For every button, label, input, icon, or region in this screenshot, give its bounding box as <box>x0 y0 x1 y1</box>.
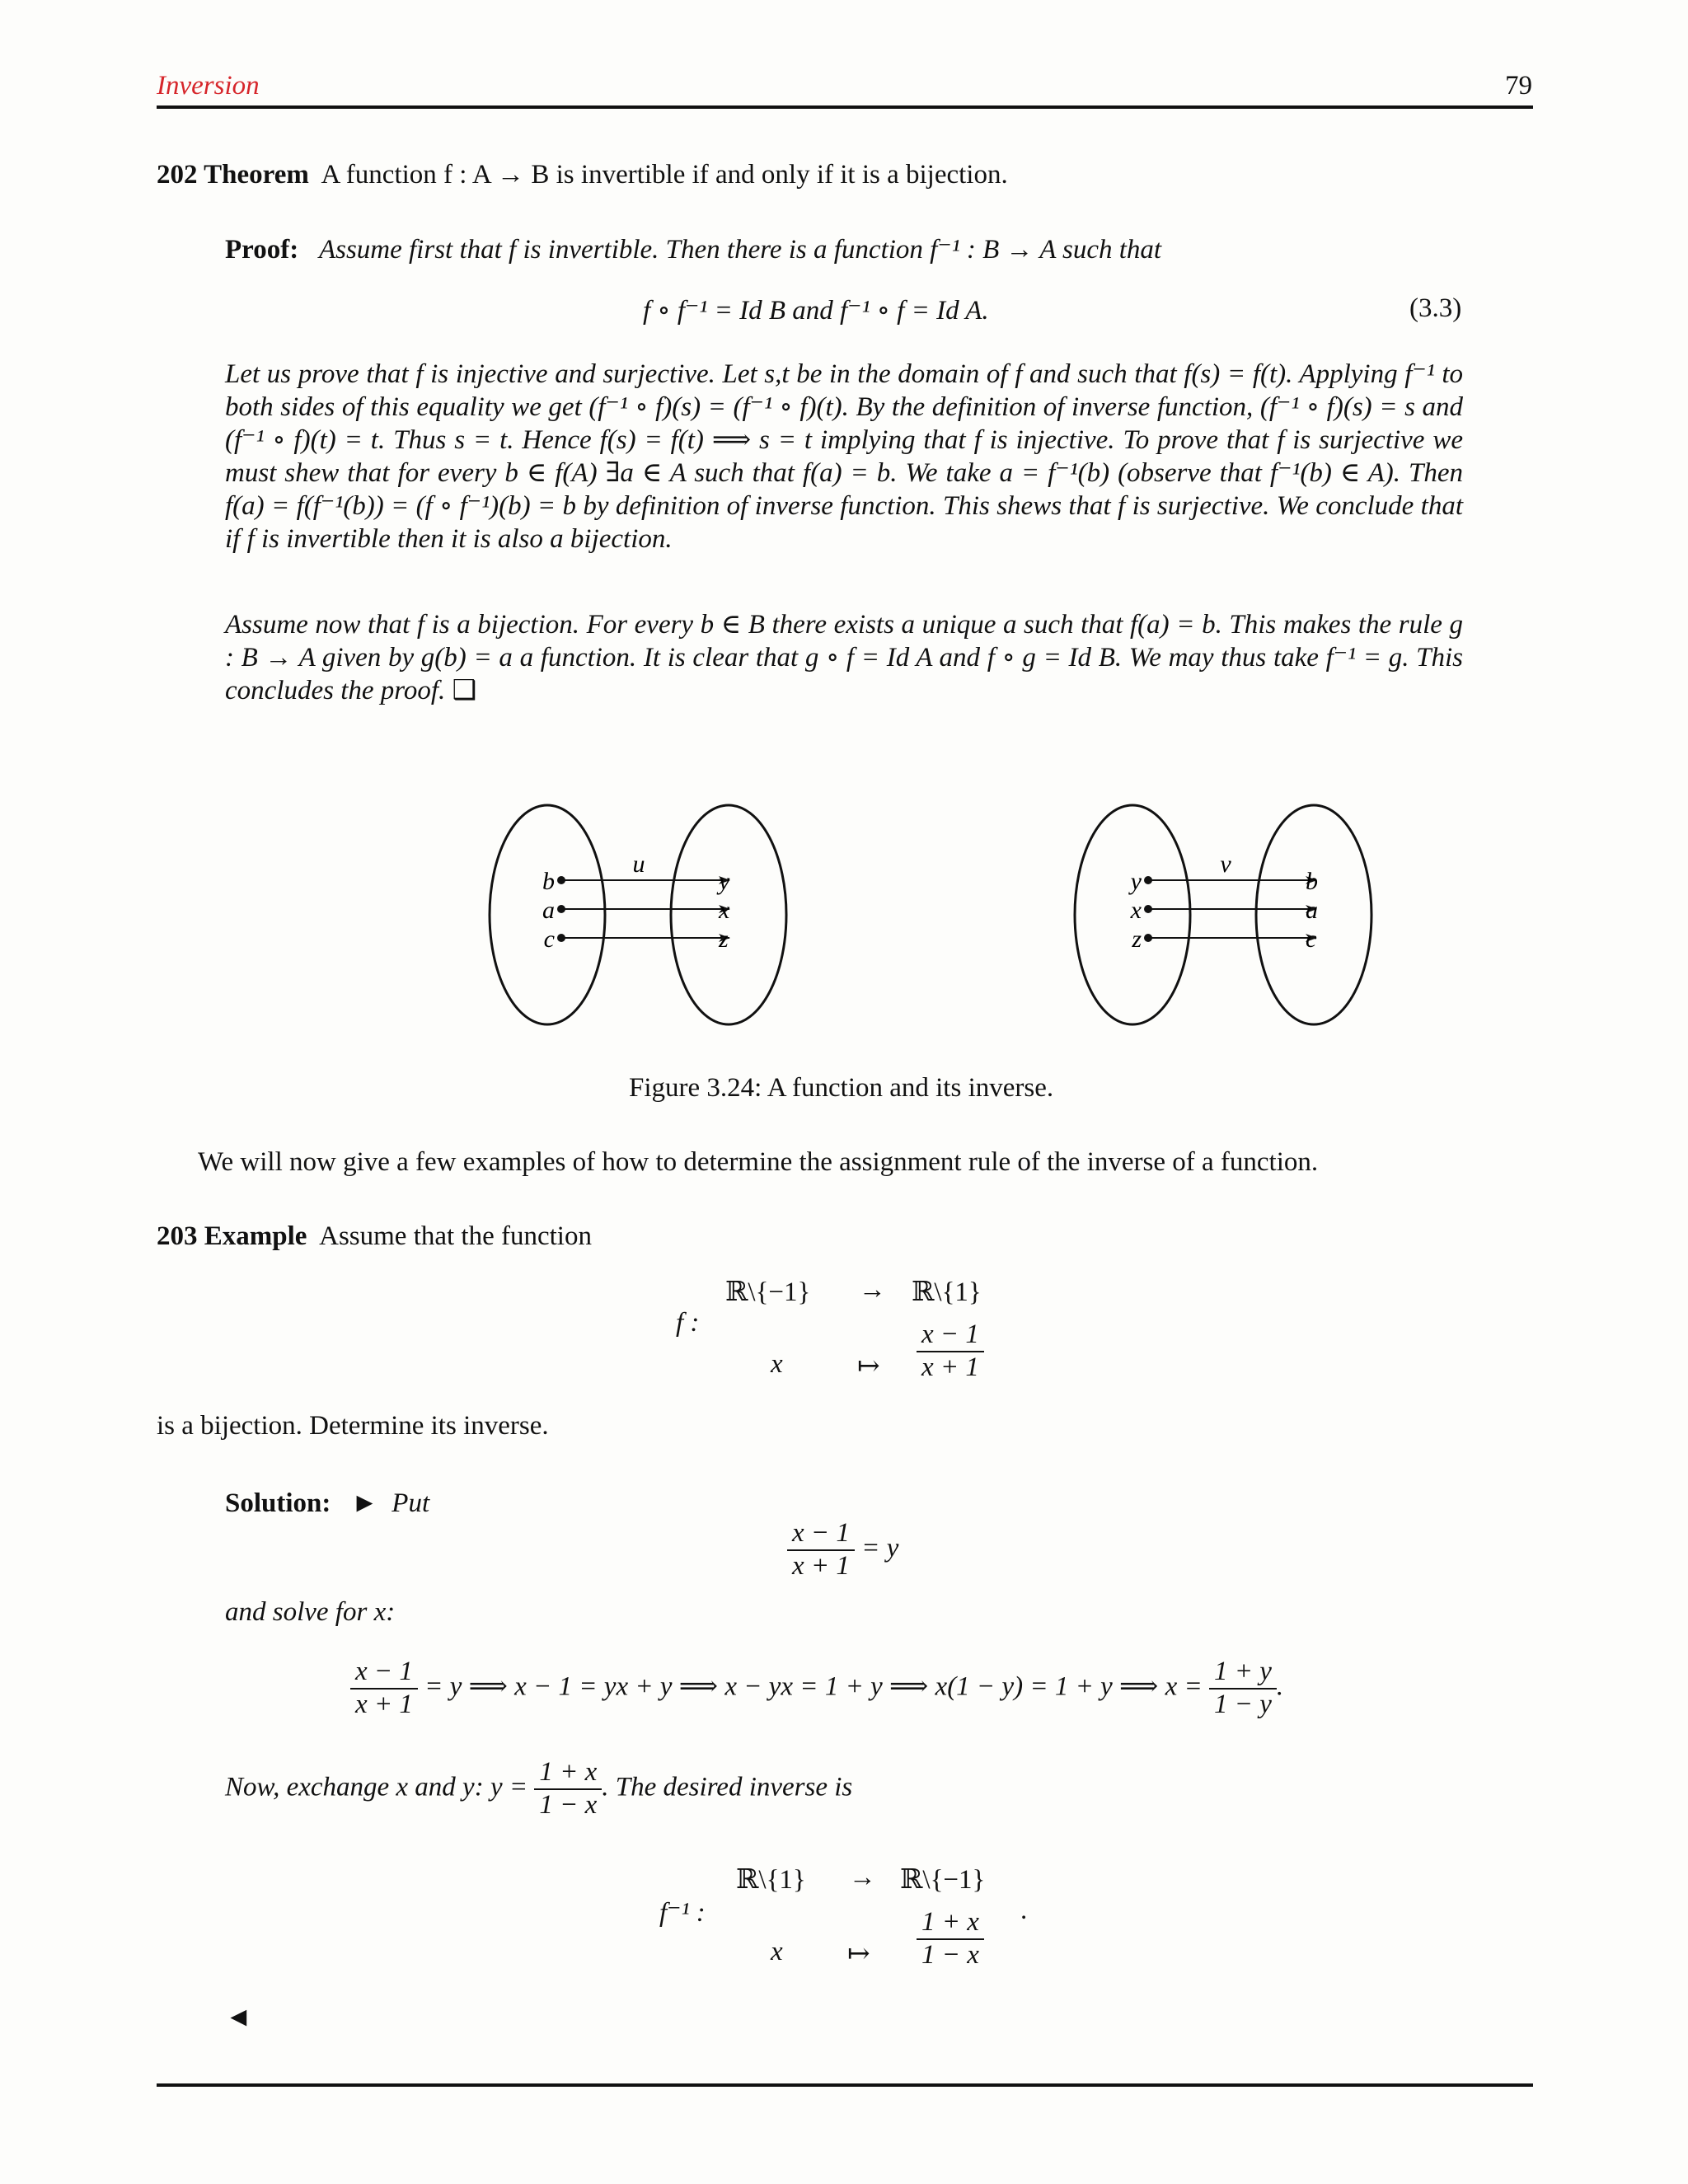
theorem-statement: A function f : A → B is invertible if and only if it is a bijection. <box>321 160 1008 190</box>
chain-steps: = y ⟹ x − 1 = yx + y ⟹ x − yx = 1 + y ⟹ x(1 − y) = 1 + y ⟹ x = <box>424 1671 1203 1702</box>
domain-element: y <box>1130 868 1142 895</box>
eq1-denominator: x + 1 <box>792 1550 850 1581</box>
chain-rhs-numerator: 1 + y <box>1209 1657 1277 1690</box>
inverse-domain-set: ℝ\{1} <box>736 1865 806 1895</box>
solution-equation-1 <box>787 1518 898 1582</box>
inverse-rule-fraction <box>917 1907 984 1971</box>
domain-element: c <box>543 926 555 953</box>
function-name: f : <box>676 1308 700 1338</box>
exchange-prefix: Now, exchange x and y: y = <box>225 1772 528 1802</box>
proof-intro: Assume first that f is invertible. Then there is a function f⁻¹ : B → A such that <box>318 235 1162 265</box>
element-dot <box>557 934 565 942</box>
proof-intro-line <box>225 232 1161 265</box>
solution-marker-icon: ► <box>351 1488 378 1518</box>
example-text: Assume that the function <box>319 1221 592 1251</box>
solution-chain <box>350 1657 1283 1721</box>
equation-number: (3.3) <box>1409 293 1462 323</box>
exchange-numerator: 1 + x <box>534 1757 602 1790</box>
inverse-arrow: → <box>849 1863 876 1892</box>
footer-rule <box>157 2083 1533 2087</box>
solution-line <box>225 1488 429 1519</box>
header-rule <box>157 105 1533 109</box>
example-203 <box>157 1221 592 1252</box>
codomain-element: z <box>719 926 729 953</box>
example-after: is a bijection. Determine its inverse. <box>157 1411 549 1441</box>
domain-element: z <box>1132 926 1142 953</box>
codomain-element: c <box>1306 926 1317 953</box>
function-definition-f <box>0 1273 1688 1397</box>
running-head-chapter: Inversion <box>157 71 260 101</box>
inverse-rule-denominator: 1 − x <box>921 1939 979 1970</box>
solve-for-x: and solve for x: <box>225 1597 396 1627</box>
proof-paragraph-2-text: Assume now that f is a bijection. For every b ∈ B there exists a unique a such that f(a) = b. This makes the rule g : B → A given by g(b) = a a function. It is clear that g ∘ f = Id A and f ∘ g = Id B. We may thus take f⁻¹ = g. This concludes the proof. <box>225 610 1463 705</box>
inverse-variable: x <box>771 1937 783 1966</box>
qed-icon: ❑ <box>452 676 477 705</box>
inverse-mapsto-arrow: ↦ <box>847 1939 870 1969</box>
proof-label: Proof: <box>225 235 299 265</box>
exchange-suffix: . The desired inverse is <box>602 1772 853 1802</box>
rule-denominator: x + 1 <box>921 1352 979 1382</box>
codomain-element: y <box>719 868 730 895</box>
diagram-function-v <box>1075 805 1372 1024</box>
map-label: u <box>632 851 645 878</box>
proof-paragraph-1: Let us prove that f is injective and surjective. Let s,t be in the domain of f and such that f(s) = f(t). Applying f⁻¹ to both sides of this equality we get (f⁻¹ ∘ f)(s) = (f⁻¹ ∘ f)(t). By the definition of inverse function, (f⁻¹ ∘ f)(s) = s and (f⁻¹ ∘ f)(t) = t. Thus s = t. Hence f(s) = f(t) ⟹ s = t implying that f is injective. To prove that f is surjective we must shew that for every b ∈ f(A) ∃a ∈ A such that f(a) = b. We take a = f⁻¹(b) (observe that f⁻¹(b) ∈ A). Then f(a) = f(f⁻¹(b)) = (f ∘ f⁻¹)(b) = b by definition of inverse function. This shews that f is surjective. We conclude that if f is invertible then it is also a bijection. <box>225 359 1463 554</box>
examples-intro: We will now give a few examples of how to determine the assignment rule of the inverse of a function. <box>198 1147 1319 1177</box>
chain-end: . <box>1276 1671 1284 1702</box>
mapsto-arrow: ↦ <box>857 1352 880 1381</box>
inverse-end: . <box>1020 1896 1028 1925</box>
solution-label: Solution: <box>225 1488 331 1518</box>
rule-numerator: x − 1 <box>917 1319 984 1352</box>
figure-caption: Figure 3.24: A function and its inverse. <box>629 1073 1054 1103</box>
codomain-element: a <box>1306 897 1318 924</box>
variable: x <box>771 1349 783 1379</box>
exchange-line <box>225 1757 852 1821</box>
eq1-numerator: x − 1 <box>787 1518 855 1551</box>
exchange-denominator: 1 − x <box>539 1789 598 1820</box>
solution-put: Put <box>392 1488 430 1518</box>
figure-function-inverse <box>0 775 1688 1088</box>
chain-lhs-denominator: x + 1 <box>355 1689 413 1719</box>
inverse-codomain-set: ℝ\{−1} <box>900 1865 986 1895</box>
element-dot <box>1144 876 1152 884</box>
inverse-rule-numerator: 1 + x <box>917 1907 984 1940</box>
map-label: v <box>1220 851 1231 878</box>
eq1-rhs: = y <box>861 1533 899 1563</box>
chain-rhs-denominator: 1 − y <box>1214 1689 1272 1719</box>
element-dot <box>557 876 565 884</box>
theorem-label: 202 Theorem <box>157 160 309 190</box>
codomain-element: b <box>1306 868 1318 895</box>
chain-lhs-numerator: x − 1 <box>350 1657 418 1690</box>
element-dot <box>1144 934 1152 942</box>
rule-fraction <box>917 1319 984 1384</box>
theorem-202 <box>157 160 1008 190</box>
element-dot <box>557 905 565 913</box>
inverse-function-name: f⁻¹ : <box>659 1898 706 1928</box>
equation-3-3: f ∘ f⁻¹ = Id B and f⁻¹ ∘ f = Id A. <box>643 296 989 326</box>
element-dot <box>1144 905 1152 913</box>
codomain-set: ℝ\{1} <box>912 1277 982 1307</box>
domain-set: ℝ\{−1} <box>725 1277 811 1307</box>
domain-element: x <box>1130 897 1142 924</box>
page-number: 79 <box>1505 71 1532 101</box>
maps-to-arrow: → <box>859 1275 886 1305</box>
codomain-element: x <box>719 897 730 924</box>
example-label: 203 Example <box>157 1221 307 1251</box>
function-definition-f-inverse <box>0 1861 1688 1985</box>
diagram-function-u <box>490 805 786 1024</box>
domain-element: b <box>542 868 555 895</box>
domain-element: a <box>542 897 555 924</box>
proof-paragraph-2 <box>225 608 1463 707</box>
end-marker-icon: ◄ <box>225 2003 252 2032</box>
